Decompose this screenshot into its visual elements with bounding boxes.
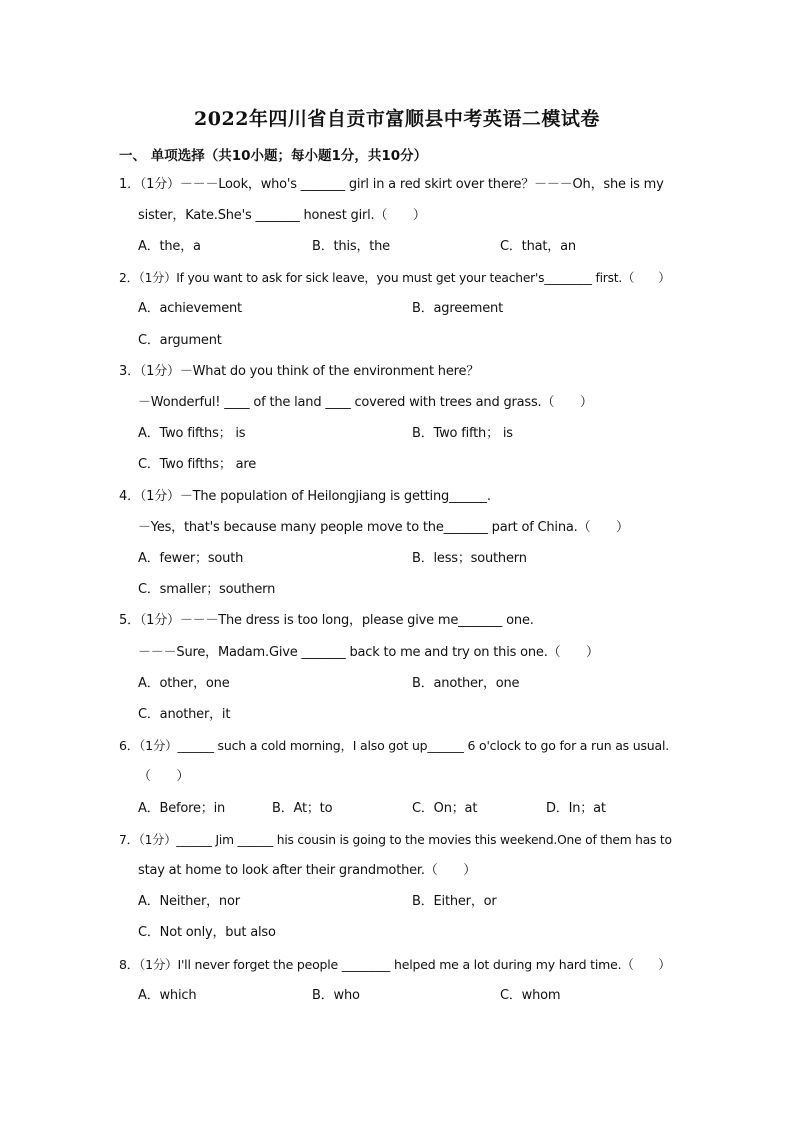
question-7-stem-line-2: stay at home to look after their grandmother.（ ） <box>138 863 477 878</box>
question-6-option-b: B．At；to <box>272 801 333 816</box>
question-8-option-b: B．who <box>312 988 360 1003</box>
question-2-option-b: B．agreement <box>412 301 503 316</box>
question-3-option-b: B．Two fifth； is <box>412 426 513 441</box>
question-1-option-a: A．the，a <box>138 239 201 254</box>
question-4-option-a: A．fewer；south <box>138 551 244 566</box>
question-6-option-a: A．Before；in <box>138 801 226 816</box>
question-6-stem-line-2: （ ） <box>138 769 190 784</box>
question-8-option-a: A．which <box>138 988 197 1003</box>
question-5-option-c: C．another，it <box>138 707 231 722</box>
question-1-stem-line-1: 1．（1分）－－－Look，who's _______ girl in a red skirt over there？－－－Oh，she is my <box>119 177 664 192</box>
question-4-stem-line-2: －Yes，that's because many people move to the_______ part of China.（ ） <box>138 520 629 535</box>
question-4-option-b: B．less；southern <box>412 551 527 566</box>
question-3-option-a: A．Two fifths； is <box>138 426 246 441</box>
section-heading: 一、 单项选择（共10小题；每小题1分，共10分） <box>119 148 428 164</box>
question-4-option-c: C．smaller；southern <box>138 582 276 597</box>
question-5-stem-line-2: －－－Sure，Madam.Give _______ back to me and try on this one.（ ） <box>138 645 599 660</box>
question-7-stem-line-1: 7．（1分）______ Jim ______ his cousin is going to the movies this weekend.One of them has to <box>119 833 672 847</box>
question-7-option-c: C．Not only，but also <box>138 925 276 940</box>
question-6-option-d: D．In；at <box>546 801 606 816</box>
question-4-stem-line-1: 4．（1分）－The population of Heilongjiang is getting______. <box>119 489 491 504</box>
question-3-stem-line-1: 3．（1分）－What do you think of the environment here？ <box>119 364 480 379</box>
question-5-option-a: A．other，one <box>138 676 230 691</box>
question-1-option-b: B．this，the <box>312 239 390 254</box>
question-2-option-a: A．achievement <box>138 301 242 316</box>
question-3-option-c: C．Two fifths； are <box>138 457 256 472</box>
question-7-option-b: B．Either，or <box>412 894 497 909</box>
question-1-option-c: C．that，an <box>500 239 576 254</box>
question-6-stem-line-1: 6．（1分）______ such a cold morning，I also got up______ 6 o'clock to go for a run as usual. <box>119 738 670 753</box>
question-7-option-a: A．Neither，nor <box>138 894 240 909</box>
question-5-option-b: B．another，one <box>412 676 520 691</box>
question-3-stem-line-2: －Wonderful! ____ of the land ____ covered with trees and grass.（ ） <box>138 395 593 410</box>
question-2-option-c: C．argument <box>138 333 222 348</box>
question-6-option-c: C．On；at <box>412 801 478 816</box>
question-1-stem-line-2: sister，Kate.She's _______ honest girl.（ ） <box>138 208 426 223</box>
question-8-option-c: C．whom <box>500 988 561 1003</box>
question-2-stem-line-1: 2．（1分）If you want to ask for sick leave，you must get your teacher's________ first.（ ） <box>119 271 671 285</box>
question-5-stem-line-1: 5．（1分）－－－The dress is too long，please give me_______ one. <box>119 613 534 628</box>
question-8-stem-line-1: 8．（1分）I'll never forget the people ________ helped me a lot during my hard time.（ ） <box>119 957 671 972</box>
page-title: 2022年四川省自贡市富顺县中考英语二模试卷 <box>194 108 600 130</box>
